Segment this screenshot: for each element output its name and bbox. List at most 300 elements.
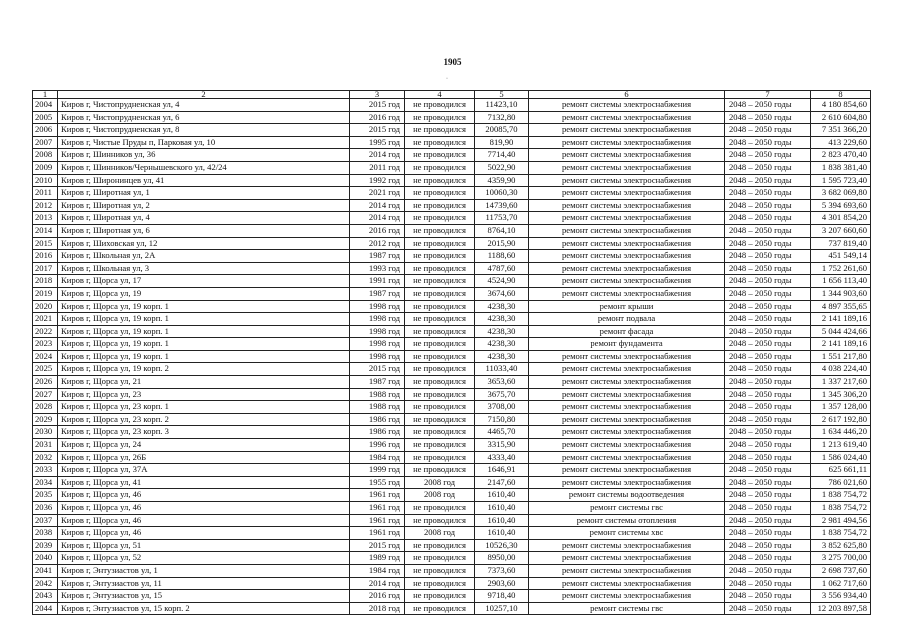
- work-type-cell: ремонт системы электроснабжения: [529, 376, 725, 389]
- work-type-cell: ремонт крыши: [529, 300, 725, 313]
- build-year-cell: 1998 год: [350, 300, 405, 313]
- build-year-cell: 2021 год: [350, 187, 405, 200]
- area-cell: 1610,40: [475, 489, 529, 502]
- last-repair-cell: 2008 год: [405, 476, 475, 489]
- last-repair-cell: не проводился: [405, 224, 475, 237]
- period-cell: 2048 – 2050 годы: [725, 464, 811, 477]
- last-repair-cell: не проводился: [405, 262, 475, 275]
- period-cell: 2048 – 2050 годы: [725, 136, 811, 149]
- area-cell: 11033,40: [475, 363, 529, 376]
- cost-cell: 2 617 192,80: [811, 413, 871, 426]
- period-cell: 2048 – 2050 годы: [725, 426, 811, 439]
- area-cell: 819,90: [475, 136, 529, 149]
- row-number-cell: 2016: [33, 250, 58, 263]
- area-cell: 9718,40: [475, 590, 529, 603]
- area-cell: 1610,40: [475, 527, 529, 540]
- table-row: [33, 514, 871, 527]
- work-type-cell: ремонт системы электроснабжения: [529, 224, 725, 237]
- row-number-cell: 2026: [33, 376, 58, 389]
- area-cell: 3653,60: [475, 376, 529, 389]
- build-year-cell: 1986 год: [350, 426, 405, 439]
- cost-cell: 737 819,40: [811, 237, 871, 250]
- address-cell: Киров г, Шинников ул, 36: [58, 149, 350, 162]
- work-type-cell: ремонт системы электроснабжения: [529, 275, 725, 288]
- cost-cell: 1 357 128,00: [811, 401, 871, 414]
- work-type-cell: ремонт системы отопления: [529, 514, 725, 527]
- build-year-cell: 2015 год: [350, 539, 405, 552]
- work-type-cell: ремонт системы электроснабжения: [529, 287, 725, 300]
- address-cell: Киров г, Чистопрудненская ул, 8: [58, 124, 350, 137]
- work-type-cell: ремонт системы электроснабжения: [529, 161, 725, 174]
- address-cell: Киров г, Щорса ул, 46: [58, 502, 350, 515]
- period-cell: 2048 – 2050 годы: [725, 602, 811, 615]
- cost-cell: 5 394 693,60: [811, 199, 871, 212]
- last-repair-cell: не проводился: [405, 363, 475, 376]
- header-cell-7: 7: [725, 91, 811, 99]
- address-cell: Киров г, Щорса ул, 21: [58, 376, 350, 389]
- cost-cell: 4 038 224,40: [811, 363, 871, 376]
- cost-cell: 12 203 897,58: [811, 602, 871, 615]
- work-type-cell: ремонт системы электроснабжения: [529, 237, 725, 250]
- period-cell: 2048 – 2050 годы: [725, 300, 811, 313]
- address-cell: Киров г, Щорса ул, 46: [58, 527, 350, 540]
- last-repair-cell: не проводился: [405, 590, 475, 603]
- row-number-cell: 2039: [33, 539, 58, 552]
- work-type-cell: ремонт системы электроснабжения: [529, 539, 725, 552]
- row-number-cell: 2042: [33, 577, 58, 590]
- repair-plan-table: [32, 90, 871, 615]
- last-repair-cell: не проводился: [405, 502, 475, 515]
- period-cell: 2048 – 2050 годы: [725, 527, 811, 540]
- build-year-cell: 1991 год: [350, 275, 405, 288]
- cost-cell: 1 337 217,60: [811, 376, 871, 389]
- period-cell: 2048 – 2050 годы: [725, 539, 811, 552]
- last-repair-cell: не проводился: [405, 250, 475, 263]
- row-number-cell: 2018: [33, 275, 58, 288]
- row-number-cell: 2012: [33, 199, 58, 212]
- row-number-cell: 2005: [33, 111, 58, 124]
- dot-mark: ·: [446, 76, 448, 82]
- last-repair-cell: не проводился: [405, 577, 475, 590]
- area-cell: 10060,30: [475, 187, 529, 200]
- work-type-cell: ремонт системы гвс: [529, 502, 725, 515]
- build-year-cell: 1984 год: [350, 451, 405, 464]
- table-row: [33, 313, 871, 326]
- table-row: [33, 363, 871, 376]
- work-type-cell: ремонт системы электроснабжения: [529, 439, 725, 452]
- address-cell: Киров г, Щорса ул, 46: [58, 489, 350, 502]
- area-cell: 4238,30: [475, 300, 529, 313]
- build-year-cell: 1998 год: [350, 338, 405, 351]
- period-cell: 2048 – 2050 годы: [725, 237, 811, 250]
- table-row: [33, 250, 871, 263]
- table-row: [33, 464, 871, 477]
- address-cell: Киров г, Широнинцев ул, 41: [58, 174, 350, 187]
- period-cell: 2048 – 2050 годы: [725, 376, 811, 389]
- period-cell: 2048 – 2050 годы: [725, 577, 811, 590]
- table-row: [33, 262, 871, 275]
- table-row: [33, 539, 871, 552]
- row-number-cell: 2022: [33, 325, 58, 338]
- area-cell: 7132,80: [475, 111, 529, 124]
- row-number-cell: 2009: [33, 161, 58, 174]
- work-type-cell: ремонт системы электроснабжения: [529, 451, 725, 464]
- area-cell: 10526,30: [475, 539, 529, 552]
- work-type-cell: ремонт системы электроснабжения: [529, 577, 725, 590]
- cost-cell: 1 345 306,20: [811, 388, 871, 401]
- row-number-cell: 2036: [33, 502, 58, 515]
- period-cell: 2048 – 2050 годы: [725, 350, 811, 363]
- period-cell: 2048 – 2050 годы: [725, 363, 811, 376]
- last-repair-cell: не проводился: [405, 451, 475, 464]
- period-cell: 2048 – 2050 годы: [725, 187, 811, 200]
- row-number-cell: 2041: [33, 564, 58, 577]
- last-repair-cell: не проводился: [405, 514, 475, 527]
- area-cell: 5022,90: [475, 161, 529, 174]
- area-cell: 14739,60: [475, 199, 529, 212]
- address-cell: Киров г, Щорса ул, 19 корп. 1: [58, 313, 350, 326]
- row-number-cell: 2019: [33, 287, 58, 300]
- address-cell: Киров г, Щорса ул, 37А: [58, 464, 350, 477]
- last-repair-cell: не проводился: [405, 552, 475, 565]
- work-type-cell: ремонт системы электроснабжения: [529, 174, 725, 187]
- build-year-cell: 1998 год: [350, 325, 405, 338]
- build-year-cell: 1998 год: [350, 350, 405, 363]
- address-cell: Киров г, Шиховская ул, 12: [58, 237, 350, 250]
- cost-cell: 1 062 717,60: [811, 577, 871, 590]
- period-cell: 2048 – 2050 годы: [725, 212, 811, 225]
- area-cell: 4238,30: [475, 313, 529, 326]
- row-number-cell: 2043: [33, 590, 58, 603]
- work-type-cell: ремонт системы электроснабжения: [529, 124, 725, 137]
- area-cell: 2015,90: [475, 237, 529, 250]
- last-repair-cell: не проводился: [405, 275, 475, 288]
- work-type-cell: ремонт системы электроснабжения: [529, 199, 725, 212]
- build-year-cell: 2014 год: [350, 199, 405, 212]
- build-year-cell: 1992 год: [350, 174, 405, 187]
- period-cell: 2048 – 2050 годы: [725, 149, 811, 162]
- build-year-cell: 2016 год: [350, 590, 405, 603]
- last-repair-cell: не проводился: [405, 439, 475, 452]
- build-year-cell: 1999 год: [350, 464, 405, 477]
- table-row: [33, 426, 871, 439]
- area-cell: 1610,40: [475, 514, 529, 527]
- last-repair-cell: не проводился: [405, 539, 475, 552]
- work-type-cell: ремонт системы электроснабжения: [529, 388, 725, 401]
- table-row: [33, 502, 871, 515]
- work-type-cell: ремонт системы электроснабжения: [529, 476, 725, 489]
- table-row: [33, 212, 871, 225]
- last-repair-cell: не проводился: [405, 187, 475, 200]
- row-number-cell: 2021: [33, 313, 58, 326]
- table-row: [33, 199, 871, 212]
- area-cell: 8950,00: [475, 552, 529, 565]
- cost-cell: 1 838 754,72: [811, 489, 871, 502]
- address-cell: Киров г, Школьная ул, 3: [58, 262, 350, 275]
- cost-cell: 4 301 854,20: [811, 212, 871, 225]
- period-cell: 2048 – 2050 годы: [725, 287, 811, 300]
- table-row: [33, 149, 871, 162]
- address-cell: Киров г, Щорса ул, 52: [58, 552, 350, 565]
- address-cell: Киров г, Щорса ул, 24: [58, 439, 350, 452]
- row-number-cell: 2028: [33, 401, 58, 414]
- work-type-cell: ремонт системы электроснабжения: [529, 111, 725, 124]
- row-number-cell: 2037: [33, 514, 58, 527]
- row-number-cell: 2008: [33, 149, 58, 162]
- last-repair-cell: не проводился: [405, 350, 475, 363]
- cost-cell: 1 838 381,40: [811, 161, 871, 174]
- row-number-cell: 2014: [33, 224, 58, 237]
- build-year-cell: 2016 год: [350, 224, 405, 237]
- last-repair-cell: не проводился: [405, 136, 475, 149]
- table-row: [33, 99, 871, 112]
- period-cell: 2048 – 2050 годы: [725, 451, 811, 464]
- row-number-cell: 2004: [33, 99, 58, 112]
- row-number-cell: 2007: [33, 136, 58, 149]
- build-year-cell: 2018 год: [350, 602, 405, 615]
- row-number-cell: 2029: [33, 413, 58, 426]
- cost-cell: 1 838 754,72: [811, 502, 871, 515]
- last-repair-cell: не проводился: [405, 401, 475, 414]
- last-repair-cell: не проводился: [405, 174, 475, 187]
- period-cell: 2048 – 2050 годы: [725, 476, 811, 489]
- table-row: [33, 590, 871, 603]
- cost-cell: 1 752 261,60: [811, 262, 871, 275]
- address-cell: Киров г, Щорса ул, 19 корп. 1: [58, 325, 350, 338]
- build-year-cell: 2014 год: [350, 149, 405, 162]
- build-year-cell: 1988 год: [350, 401, 405, 414]
- period-cell: 2048 – 2050 годы: [725, 250, 811, 263]
- row-number-cell: 2020: [33, 300, 58, 313]
- area-cell: 3675,70: [475, 388, 529, 401]
- last-repair-cell: не проводился: [405, 313, 475, 326]
- address-cell: Киров г, Энтузиастов ул, 1: [58, 564, 350, 577]
- header-cell-6: 6: [529, 91, 725, 99]
- work-type-cell: ремонт системы электроснабжения: [529, 426, 725, 439]
- period-cell: 2048 – 2050 годы: [725, 552, 811, 565]
- build-year-cell: 2015 год: [350, 99, 405, 112]
- area-cell: 1188,60: [475, 250, 529, 263]
- area-cell: 4524,90: [475, 275, 529, 288]
- period-cell: 2048 – 2050 годы: [725, 161, 811, 174]
- last-repair-cell: 2008 год: [405, 489, 475, 502]
- table-row: [33, 136, 871, 149]
- row-number-cell: 2017: [33, 262, 58, 275]
- address-cell: Киров г, Щорса ул, 19 корп. 1: [58, 350, 350, 363]
- work-type-cell: ремонт системы электроснабжения: [529, 262, 725, 275]
- row-number-cell: 2025: [33, 363, 58, 376]
- address-cell: Киров г, Щорса ул, 19 корп. 1: [58, 338, 350, 351]
- build-year-cell: 1998 год: [350, 313, 405, 326]
- period-cell: 2048 – 2050 годы: [725, 124, 811, 137]
- table-row: [33, 111, 871, 124]
- address-cell: Киров г, Щорса ул, 19 корп. 2: [58, 363, 350, 376]
- cost-cell: 2 141 189,16: [811, 338, 871, 351]
- header-cell-3: 3: [350, 91, 405, 99]
- period-cell: 2048 – 2050 годы: [725, 111, 811, 124]
- work-type-cell: ремонт системы хвс: [529, 527, 725, 540]
- build-year-cell: 2012 год: [350, 237, 405, 250]
- cost-cell: 4 180 854,60: [811, 99, 871, 112]
- last-repair-cell: не проводился: [405, 564, 475, 577]
- area-cell: 7714,40: [475, 149, 529, 162]
- area-cell: 20085,70: [475, 124, 529, 137]
- cost-cell: 451 549,14: [811, 250, 871, 263]
- row-number-cell: 2010: [33, 174, 58, 187]
- area-cell: 4333,40: [475, 451, 529, 464]
- cost-cell: 3 852 625,80: [811, 539, 871, 552]
- last-repair-cell: не проводился: [405, 199, 475, 212]
- build-year-cell: 1961 год: [350, 527, 405, 540]
- area-cell: 11753,70: [475, 212, 529, 225]
- period-cell: 2048 – 2050 годы: [725, 489, 811, 502]
- period-cell: 2048 – 2050 годы: [725, 338, 811, 351]
- table-row: [33, 602, 871, 615]
- table-row: [33, 124, 871, 137]
- header-cell-4: 4: [405, 91, 475, 99]
- table-row: [33, 376, 871, 389]
- address-cell: Киров г, Щорса ул, 17: [58, 275, 350, 288]
- row-number-cell: 2031: [33, 439, 58, 452]
- build-year-cell: 2016 год: [350, 111, 405, 124]
- build-year-cell: 2015 год: [350, 363, 405, 376]
- build-year-cell: 1996 год: [350, 439, 405, 452]
- cost-cell: 413 229,60: [811, 136, 871, 149]
- period-cell: 2048 – 2050 годы: [725, 99, 811, 112]
- work-type-cell: ремонт системы электроснабжения: [529, 464, 725, 477]
- last-repair-cell: не проводился: [405, 212, 475, 225]
- work-type-cell: ремонт системы электроснабжения: [529, 187, 725, 200]
- last-repair-cell: не проводился: [405, 111, 475, 124]
- row-number-cell: 2024: [33, 350, 58, 363]
- area-cell: 4238,30: [475, 325, 529, 338]
- work-type-cell: ремонт системы электроснабжения: [529, 401, 725, 414]
- cost-cell: 3 556 934,40: [811, 590, 871, 603]
- row-number-cell: 2013: [33, 212, 58, 225]
- period-cell: 2048 – 2050 годы: [725, 590, 811, 603]
- cost-cell: 1 551 217,80: [811, 350, 871, 363]
- table-row: [33, 564, 871, 577]
- period-cell: 2048 – 2050 годы: [725, 388, 811, 401]
- row-number-cell: 2006: [33, 124, 58, 137]
- table-row: [33, 300, 871, 313]
- row-number-cell: 2040: [33, 552, 58, 565]
- area-cell: 2903,60: [475, 577, 529, 590]
- cost-cell: 3 207 660,60: [811, 224, 871, 237]
- table-body: [33, 91, 871, 615]
- address-cell: Киров г, Шинников/Чернышевского ул, 42/24: [58, 161, 350, 174]
- header-cell-2: 2: [58, 91, 350, 99]
- row-number-cell: 2015: [33, 237, 58, 250]
- address-cell: Киров г, Щорса ул, 41: [58, 476, 350, 489]
- build-year-cell: 1988 год: [350, 388, 405, 401]
- build-year-cell: 1961 год: [350, 489, 405, 502]
- work-type-cell: ремонт системы электроснабжения: [529, 363, 725, 376]
- cost-cell: 1 344 903,60: [811, 287, 871, 300]
- build-year-cell: 1961 год: [350, 514, 405, 527]
- area-cell: 10257,10: [475, 602, 529, 615]
- period-cell: 2048 – 2050 годы: [725, 514, 811, 527]
- area-cell: 7150,80: [475, 413, 529, 426]
- area-cell: 3674,60: [475, 287, 529, 300]
- last-repair-cell: не проводился: [405, 149, 475, 162]
- table-row: [33, 187, 871, 200]
- work-type-cell: ремонт системы электроснабжения: [529, 552, 725, 565]
- address-cell: Киров г, Щорса ул, 23: [58, 388, 350, 401]
- work-type-cell: ремонт системы электроснабжения: [529, 212, 725, 225]
- work-type-cell: ремонт системы электроснабжения: [529, 590, 725, 603]
- work-type-cell: ремонт системы электроснабжения: [529, 250, 725, 263]
- address-cell: Киров г, Щорса ул, 51: [58, 539, 350, 552]
- cost-cell: 2 823 470,40: [811, 149, 871, 162]
- period-cell: 2048 – 2050 годы: [725, 262, 811, 275]
- address-cell: Киров г, Щорса ул, 46: [58, 514, 350, 527]
- work-type-cell: ремонт системы электроснабжения: [529, 99, 725, 112]
- table-row: [33, 577, 871, 590]
- address-cell: Киров г, Чистопрудненская ул, 6: [58, 111, 350, 124]
- address-cell: Киров г, Щорса ул, 19 корп. 1: [58, 300, 350, 313]
- period-cell: 2048 – 2050 годы: [725, 564, 811, 577]
- row-number-cell: 2038: [33, 527, 58, 540]
- build-year-cell: 1993 год: [350, 262, 405, 275]
- period-cell: 2048 – 2050 годы: [725, 275, 811, 288]
- table-row: [33, 350, 871, 363]
- area-cell: 4787,60: [475, 262, 529, 275]
- period-cell: 2048 – 2050 годы: [725, 413, 811, 426]
- row-number-cell: 2044: [33, 602, 58, 615]
- cost-cell: 2 981 494,56: [811, 514, 871, 527]
- last-repair-cell: 2008 год: [405, 527, 475, 540]
- work-type-cell: ремонт системы электроснабжения: [529, 350, 725, 363]
- table-row: [33, 224, 871, 237]
- last-repair-cell: не проводился: [405, 161, 475, 174]
- row-number-cell: 2035: [33, 489, 58, 502]
- period-cell: 2048 – 2050 годы: [725, 325, 811, 338]
- period-cell: 2048 – 2050 годы: [725, 174, 811, 187]
- last-repair-cell: не проводился: [405, 464, 475, 477]
- cost-cell: 7 351 366,20: [811, 124, 871, 137]
- table-row: [33, 237, 871, 250]
- cost-cell: 5 044 424,66: [811, 325, 871, 338]
- row-number-cell: 2027: [33, 388, 58, 401]
- cost-cell: 1 656 113,40: [811, 275, 871, 288]
- area-cell: 7373,60: [475, 564, 529, 577]
- last-repair-cell: не проводился: [405, 99, 475, 112]
- table-row: [33, 413, 871, 426]
- table-row: [33, 287, 871, 300]
- last-repair-cell: не проводился: [405, 237, 475, 250]
- build-year-cell: 1961 год: [350, 502, 405, 515]
- cost-cell: 3 275 700,00: [811, 552, 871, 565]
- work-type-cell: ремонт системы водоотведения: [529, 489, 725, 502]
- cost-cell: 2 610 604,80: [811, 111, 871, 124]
- cost-cell: 1 213 619,40: [811, 439, 871, 452]
- row-number-cell: 2011: [33, 187, 58, 200]
- address-cell: Киров г, Щорса ул, 23 корп. 3: [58, 426, 350, 439]
- build-year-cell: 2014 год: [350, 577, 405, 590]
- cost-cell: 1 838 754,72: [811, 527, 871, 540]
- build-year-cell: 2014 год: [350, 212, 405, 225]
- address-cell: Киров г, Чистопрудненская ул, 4: [58, 99, 350, 112]
- period-cell: 2048 – 2050 годы: [725, 224, 811, 237]
- build-year-cell: 1989 год: [350, 552, 405, 565]
- table-row: [33, 451, 871, 464]
- address-cell: Киров г, Энтузиастов ул, 11: [58, 577, 350, 590]
- cost-cell: 2 698 737,60: [811, 564, 871, 577]
- address-cell: Киров г, Школьная ул, 2А: [58, 250, 350, 263]
- area-cell: 11423,10: [475, 99, 529, 112]
- row-number-cell: 2032: [33, 451, 58, 464]
